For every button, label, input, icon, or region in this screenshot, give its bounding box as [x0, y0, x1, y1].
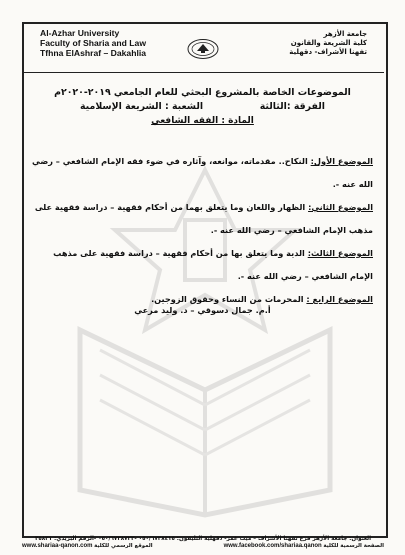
grade-division-row [40, 100, 365, 114]
facebook-label: الصفحة الرسمية للكلية [323, 543, 384, 549]
topic-item [28, 150, 373, 196]
campus-name-ar: تفهنا الأشراف- دقهلية [289, 48, 367, 56]
topic-text: الدية وما يتعلق بها من أحكام فقهية – دراسة فقهية على مذهب الإمام الشافعي – رضي الله عنه -. [53, 248, 373, 281]
page-footer [22, 536, 384, 550]
topic-text: الظهار واللعان وما يتعلق بهما من أحكام فقهية – دراسة فقهية على مذهب الإمام الشافعي – رضي الله عنه -. [34, 202, 373, 235]
faculty-name-en: Faculty of Sharia and Law [40, 38, 147, 48]
footer-links-row [22, 543, 384, 550]
topics-list [28, 150, 373, 311]
topic-label: الموضوع الرابع : [306, 294, 373, 304]
signature-line: أ.م. جمال دسوقي – د. وليد مرعي [134, 305, 271, 315]
faculty-name-ar: كلية الشريعة والقانون [290, 39, 367, 47]
university-name-ar: جامعة الأزهر [323, 30, 367, 38]
al-azhar-seal-icon [186, 38, 220, 60]
topic-text: النكاح.. مقدماته، موانعه، وآثاره في ضوء فقه الإمام الشافعي – رضي الله عنه -. [32, 156, 373, 189]
document-title-block [40, 86, 365, 128]
website-link[interactable] [22, 543, 153, 550]
topic-item [28, 242, 373, 288]
university-name-en: Al-Azhar University [40, 28, 120, 38]
website-url[interactable]: www.shariaa-qanon.com [22, 543, 93, 549]
website-label: الموقع الرسمي للكلية [94, 543, 153, 549]
footer-address: العنوان: جامعة الأزهر فرع تفهنا الأشراف – ميت غمر- دقهلية التليفون: ٠٥٠/٦٧٣٨٤١٥ -٠٥٠/٦٧٣٨٧٢٢ -الرقم البريدي: ٣٥٨٢١ [34, 536, 372, 542]
topic-label: الموضوع الثاني: [308, 202, 373, 212]
facebook-url[interactable]: www.facebook.com/shariaa.qanon [223, 543, 322, 549]
topic-label: الموضوع الثالث: [307, 248, 373, 258]
topic-label: الموضوع الأول: [310, 156, 373, 166]
header-english [40, 28, 180, 58]
topic-text: المحرمات من النساء وحقوق الزوجين. [151, 294, 307, 304]
topic-item [28, 196, 373, 242]
subject-label: المادة : الفقه الشافعي [151, 116, 254, 126]
header-divider [22, 72, 384, 73]
grade-label: الفرقة :الثالثة [259, 101, 325, 112]
campus-name-en: Tfhna ElAshraf – Dakahlia [40, 48, 147, 58]
division-label: الشعبة : الشريعة الإسلامية [80, 101, 204, 112]
document-title: الموضوعات الخاصة بالمشروع البحثي للعام الجامعي ٢٠١٩-٢٠٢٠م [54, 87, 351, 98]
header-arabic [247, 30, 367, 57]
facebook-link[interactable] [224, 543, 384, 550]
